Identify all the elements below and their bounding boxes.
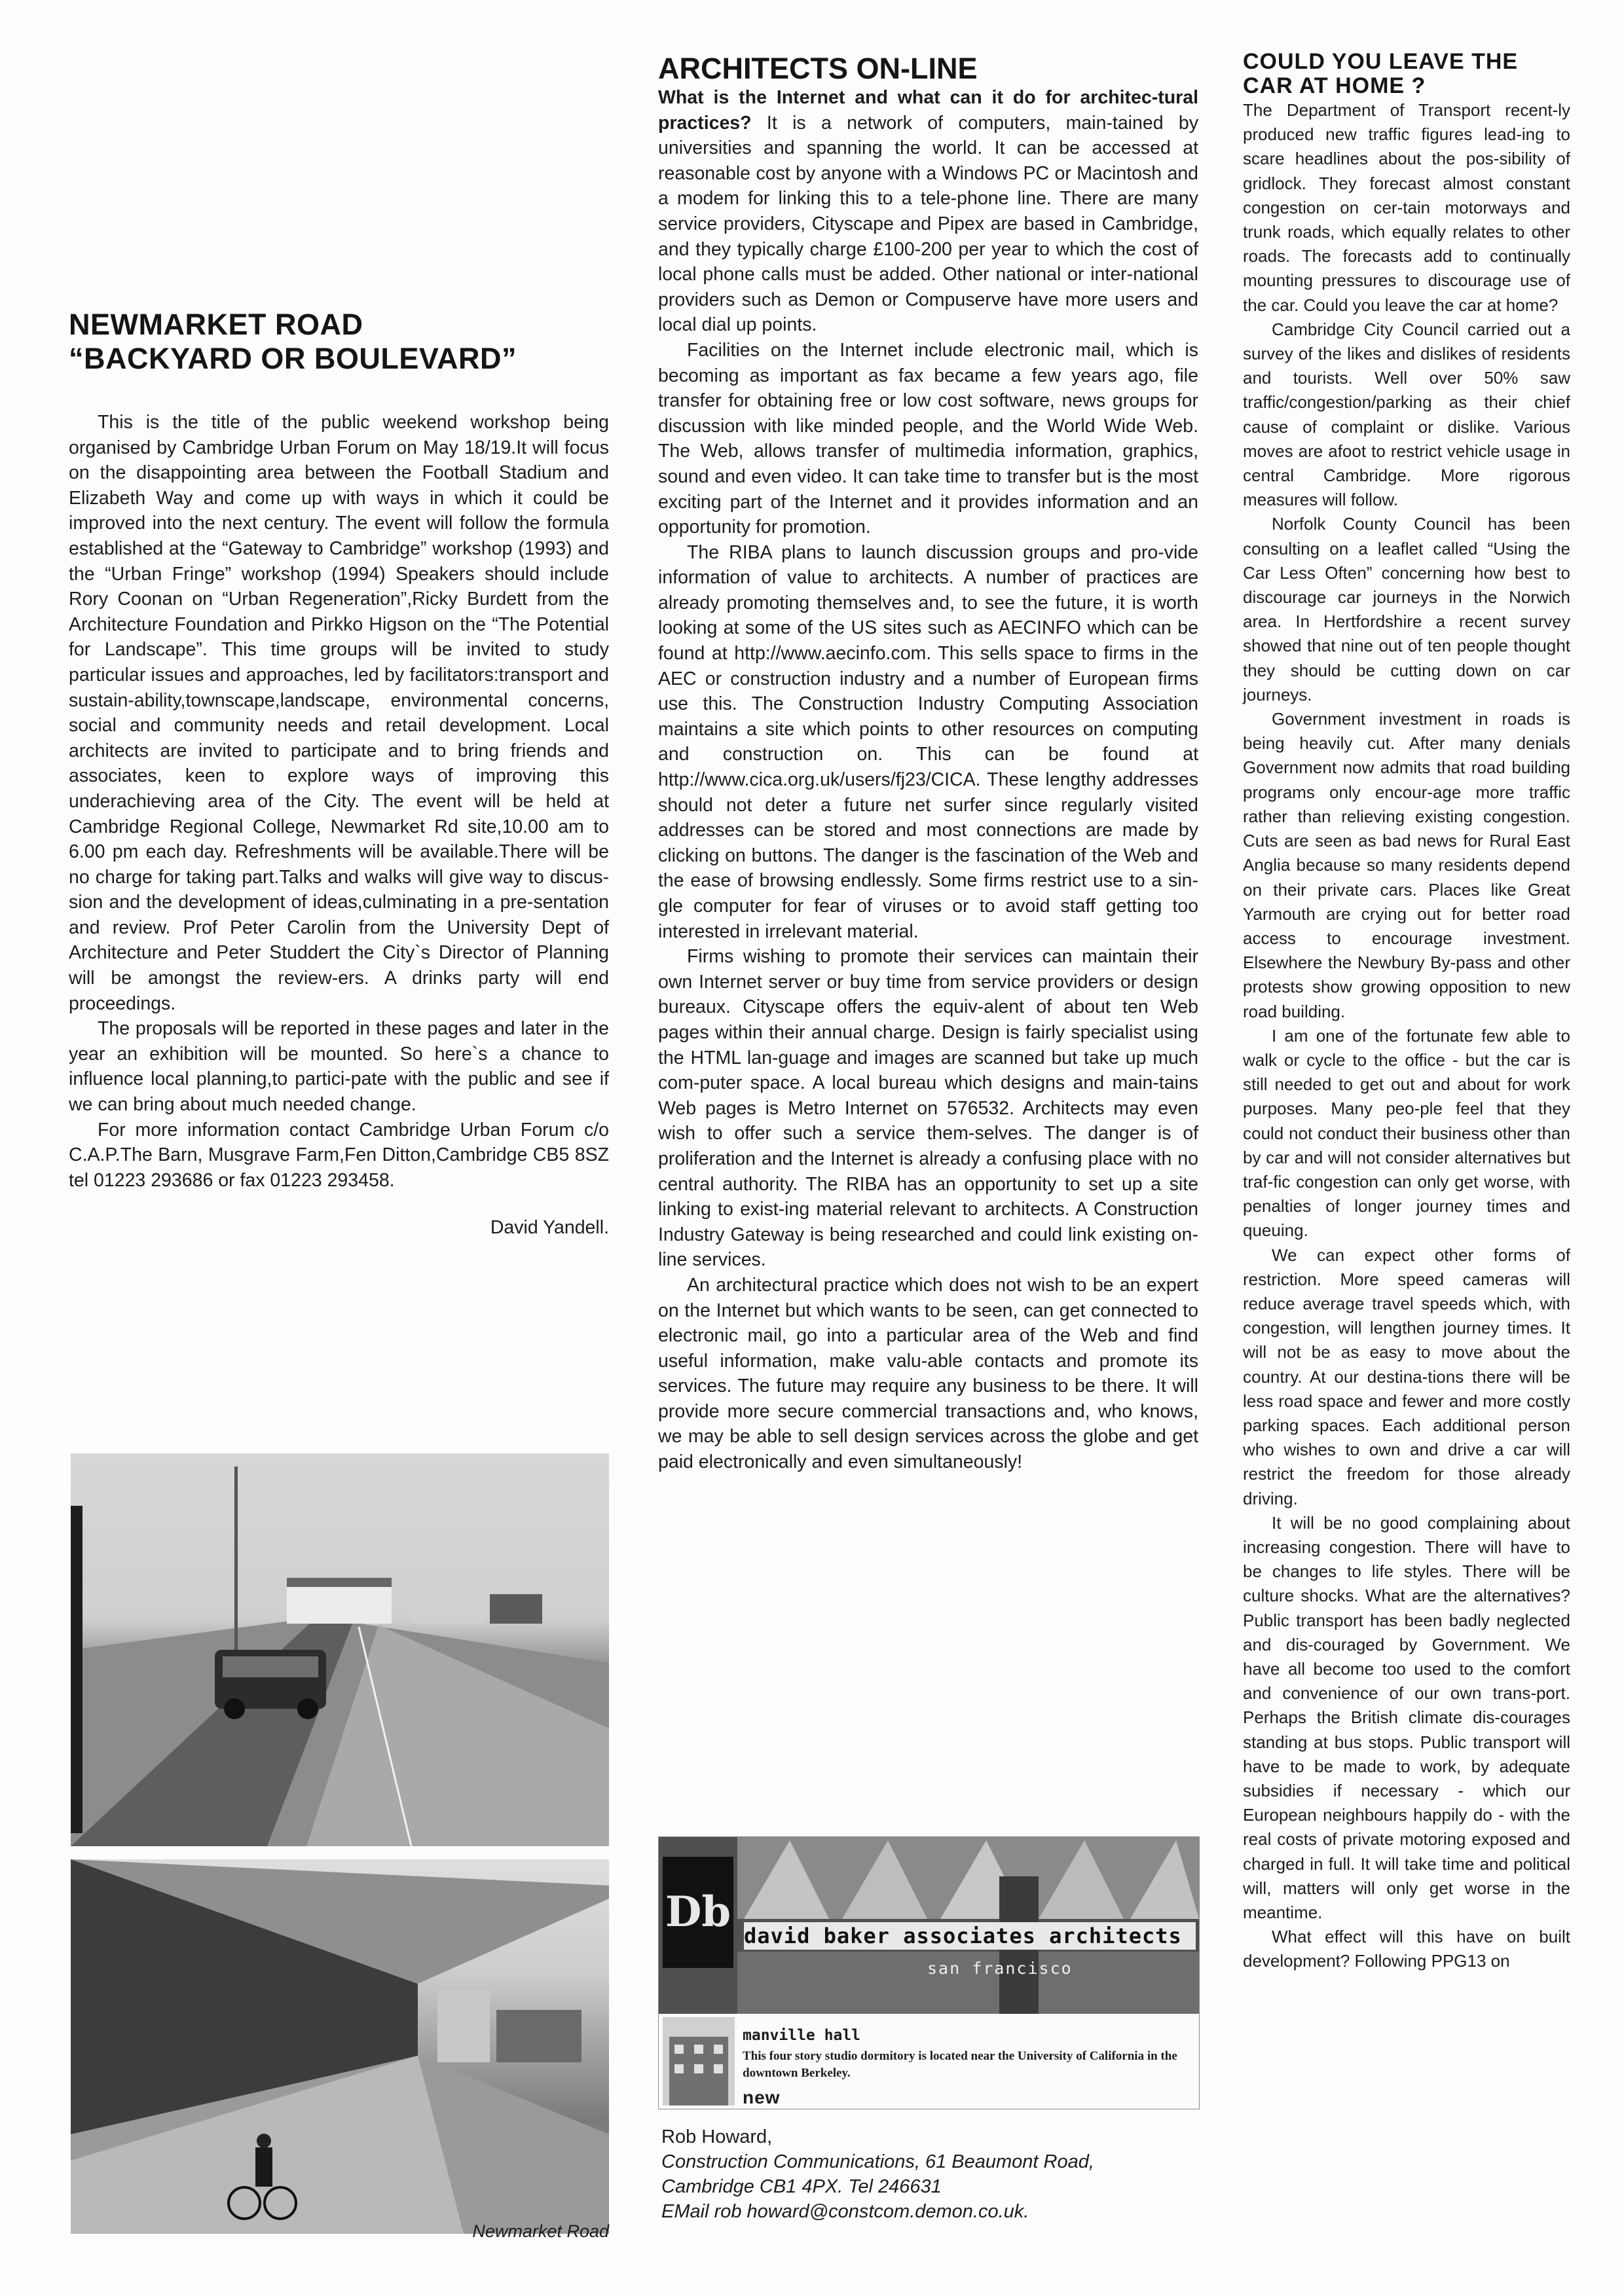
left-title-line-2: “BACKYARD OR BOULEVARD”	[69, 342, 517, 375]
right-paragraph-3: Norfolk County Council has been consulting on a leaflet called “Using the Car Less Often” concerning how best to discourage car journeys in the Norwich area. In Hertfordshire a recent survey showed that nine out of ten people thought they should be cutting down on car journeys.	[1243, 514, 1570, 704]
middle-article	[658, 52, 1198, 1475]
project-title: manville hall	[743, 2027, 861, 2044]
right-paragraph-8: What effect will this have on built development? Following PPG13 on	[1243, 1927, 1570, 1971]
street-photo-cyclist	[71, 1859, 609, 2234]
right-paragraph-4: Government investment in roads is being heavily cut. After many denials Government now admits that road building programs only encour-age more traffic rather than relieving existing congestion. Cuts are seen as bad news for Rural East Anglia because so many residents depend on their private cars. Places like Great Yarmouth are crying out for better road access to encourage investment. Elsewhere the Newbury By-pass and other protests show growing opposition to new road building.	[1243, 709, 1570, 1021]
firm-city: san francisco	[927, 1959, 1073, 1978]
left-paragraph-3: For more information contact Cambridge Urban Forum c/o C.A.P.The Barn, Musgrave Farm,Fen Ditton,Cambridge CB5 8SZ tel 01223 293686 or fax 01223 293458.	[69, 1119, 609, 1191]
right-paragraph-2: Cambridge City Council carried out a survey of the likes and dislikes of residents and tourists. Well over 50% saw traffic/congestion/parking as their chief cause of complaint or dislike. Various moves are afoot to restrict vehicle usage in central Cambridge. More rigorous measures will follow.	[1243, 319, 1570, 510]
left-article-title	[69, 308, 609, 376]
left-paragraph-1: This is the title of the public weekend workshop being organised by Cambridge Urban Forum on May 18/19.It will focus on the disappointing area between the Football Stadium and Elizabeth Way and come up with ways in which it could be improved into the next century. The event will follow the formula established at the “Gateway to Cambridge” workshop (1993) and the “Urban Fringe” workshop (1994) Speakers should include Rory Coonan on “Urban Regeneration”,Ricky Burdett from the Architecture Foundation and Pirkko Higson on the “The Potential for Landscape”. This time groups will be invited to study particular issues and approaches, led by facilitators:transport and sustain-ability,townscape,landscape, environmental concerns, social and community needs and retail development. Local architects are invited to participate and to bring friends and associates, keen to explore ways of improving this underachieving area of the City. The event will be held at Cambridge Regional College, Newmarket Rd site,10.00 am to 6.00 pm each day. Refreshments will be available.There will be no charge for taking part.Talks and walks will give way to discus-sion and the development of ideas,culminating in a pre-sentation and review. Prof Peter Carolin from the University Dept of Architecture and Peter Studdert the City`s Director of Planning will be amongst the review-ers. A drinks party will end proceedings.	[69, 412, 609, 1014]
firm-logo: Db	[663, 1857, 733, 1968]
right-article	[1243, 50, 1570, 1974]
middle-lead-paragraph	[658, 85, 1198, 338]
middle-paragraph-2: Facilities on the Internet include electronic mail, which is becoming as important as fax became a few years ago, file transfer for obtaining free or low cost software, news groups for discussion with like minded people, and the World Wide Web. The Web, allows transfer of multimedia information, graphics, sound and even video. It can take time to transfer but is the most exciting part of the Internet and it provides information and an opportunity for promotion.	[658, 339, 1198, 538]
contact-name: Rob Howard,	[661, 2126, 773, 2147]
middle-paragraph-5: An architectural practice which does not wish to be an expert on the Internet but which wants to be seen, can get connected to electronic mail, go into a particular area of the Web and find useful information, make valu-able contacts and promote its services. The future may require any business to be there. It will provide more secure commercial transactions and, who knows, we may be able to sell design services across the globe and get paid electronically and even simultaneously!	[658, 1274, 1198, 1473]
left-paragraph-2: The proposals will be reported in these pages and later in the year an exhibition will be mounted. So here`s a chance to influence local planning,to partici-pate with the public and see if we can bring about much needed change.	[69, 1018, 609, 1116]
new-badge: new	[743, 2087, 781, 2107]
ad-project	[659, 2014, 1199, 2109]
right-paragraph-6: We can expect other forms of restriction. More speed cameras will reduce average travel speeds which, with congestion, will lengthen journey times. It will not be as easy to move about the country. At our destina-tions there will be less road space and fewer and more costly parking spaces. Each additional person who wishes to own and drive a car will restrict the freedom for those already driving.	[1243, 1245, 1570, 1508]
middle-paragraph-4: Firms wishing to promote their services can maintain their own Internet server or buy time from service providers or design bureaux. Cityscape offers the equiv-alent of about ten Web pages within their annual charge. Design is fairly specialist using the HTML lan-guage and images are scanned but take up much com-puter space. A local bureau which designs and main-tains Web pages is Metro Internet on 576532. Architects may even wish to offer such a service them-selves. The danger is of proliferation and the Internet is already a confusing place with no central authority. The RIBA has an opportunity to set up a site linking to exist-ing material relevant to architects. A Construction Industry Gateway is being researched and could link existing on-line services.	[658, 946, 1198, 1271]
author-contact	[661, 2124, 1202, 2224]
street-photo-car	[71, 1453, 609, 1846]
middle-lead-text: It is a network of computers, main-tained by universities and spanning the world. It can be accessed at reasonable cost by anyone with a Windows PC or Macintosh and a modem for linking this to a tele-phone line. There are many service providers, Cityscape and Pipex are based in Cambridge, and they typically charge £100-200 per year to which the cost of local phone calls must be added. Other national or inter-national providers such as Demon or Compuserve have more users and local dial up points.	[658, 112, 1198, 336]
middle-paragraph-3: The RIBA plans to launch discussion groups and pro-vide information of value to architects. A number of practices are already promoting themselves and, to see the future, it is worth looking at some of the US sites such as AECINFO which can be found at http://www.aecinfo.com. This sells space to firms in the AEC or construction industry and a number of European firms use this. The Construction Industry Computing Association maintains a site which points to other resources on computing and construction on. This can be found at http://www.cica.org.uk/users/fj23/CICA. These lengthy addresses should not deter a future net surfer since regularly visited addresses can be stored and most connections are made by clicking on buttons. The danger is the fascination of the Web and the ease of browsing endlessly. Some firms restrict use to a sin-gle computer for fear of viruses or to avoid staff getting too interested in irrelevant material.	[658, 541, 1198, 942]
right-title-line-2: CAR AT HOME ?	[1243, 73, 1426, 98]
website-screenshot-ad	[658, 1836, 1200, 2109]
street-photo-cyclist-drawing	[71, 1859, 609, 2234]
building-thumbnail-icon	[663, 2017, 735, 2105]
contact-address-line-2: Cambridge CB1 4PX. Tel 246631	[661, 2176, 942, 2197]
contact-email: EMail rob howard@constcom.demon.co.uk.	[661, 2201, 1029, 2222]
right-paragraph-1: The Department of Transport recent-ly produced new traffic figures lead-ing to scare headlines about the pos-sibility of gridlock. They forecast almost constant congestion on cer-tain motorways and trunk roads, which equally relates to other roads. The forecasts add to continually mounting pressures to discourage use of the car. Could you leave the car at home?	[1243, 100, 1570, 315]
contact-address-line-1: Construction Communications, 61 Beaumont Road,	[661, 2151, 1094, 2172]
right-paragraph-7: It will be no good complaining about increasing congestion. There will have to be changes to life styles. There will be culture shocks. What are the alternatives? Public transport has been badly neglected and dis-couraged by Government. We have all become too used to the comfort and convenience of our own trans-port. Perhaps the British climate dis-courages standing at bus stops. Public transport will have to be made to work, by adequate subsidies if necessary - which our European neighbours happily do - with the real costs of private motoring exposed and charged in full. It will take time and political will, matters will only get worse in the meantime.	[1243, 1512, 1570, 1923]
left-title-line-1: NEWMARKET ROAD	[69, 308, 363, 341]
project-description: This four story studio dormitory is located near the University of California in the downtown Berkeley.	[743, 2049, 1177, 2080]
left-article	[69, 308, 609, 1241]
firm-name: david baker associates architects	[744, 1922, 1196, 1950]
middle-lead-question: What is the Internet and what can it do for architec-tural practices?	[658, 87, 1198, 134]
photo-caption: Newmarket Road	[472, 2221, 609, 2241]
right-paragraph-5: I am one of the fortunate few able to walk or cycle to the office - but the car is still needed to get out and about for work purposes. Many peo-ple feel that they could not conduct their business other than by car and will not consider alternatives but traf-fic congestion can only get worse, with penalties of longer journey times and queuing.	[1243, 1025, 1570, 1241]
right-title-line-1: COULD YOU LEAVE THE	[1243, 49, 1519, 74]
left-article-author: David Yandell.	[490, 1217, 609, 1239]
middle-article-title: ARCHITECTS ON-LINE	[658, 52, 978, 85]
street-photo-car-drawing	[71, 1453, 609, 1846]
ad-banner	[659, 1837, 1199, 2014]
right-article-title	[1243, 50, 1570, 98]
